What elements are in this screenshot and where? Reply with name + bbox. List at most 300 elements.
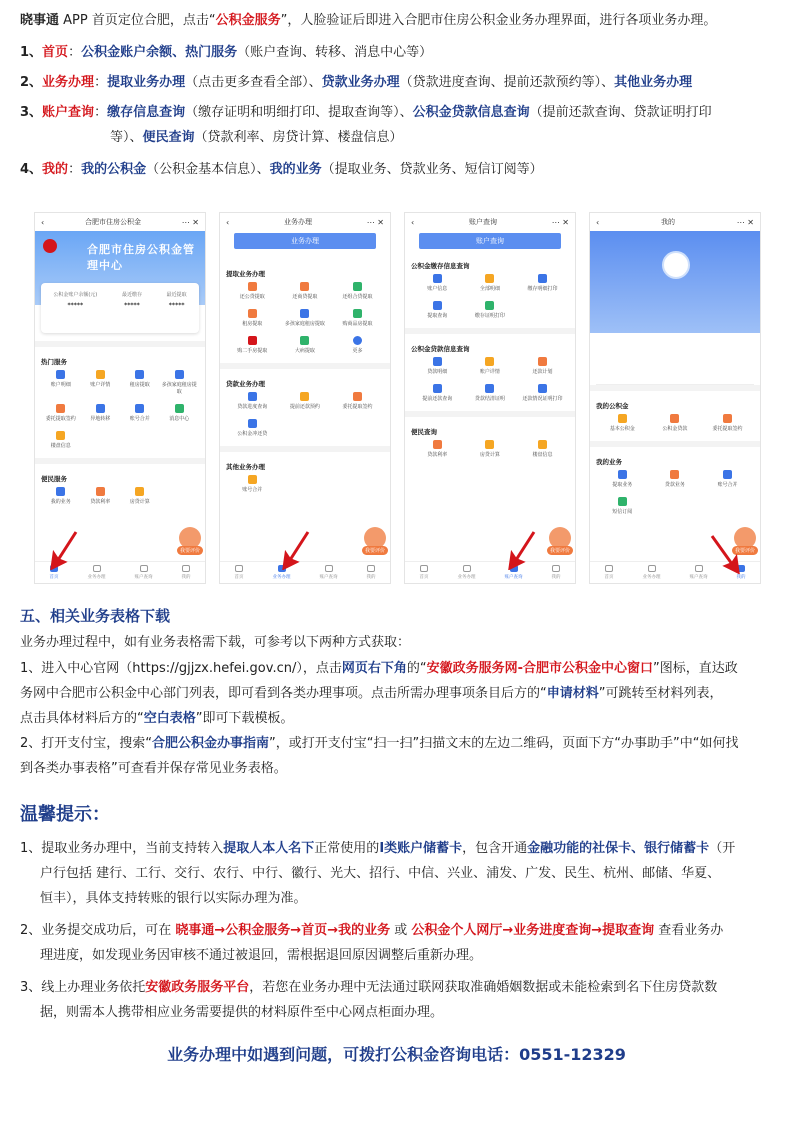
acct-label: 最近提取 (166, 292, 187, 298)
item-num: 2、 (20, 75, 43, 90)
method-1-line2 (20, 681, 780, 706)
section-title: 其他业务办理 (226, 463, 265, 471)
service-icon (485, 440, 494, 449)
back-icon[interactable]: ‹ (596, 217, 600, 227)
item-colon: ： (94, 105, 108, 120)
svc-item[interactable] (516, 384, 569, 403)
user-icon (367, 565, 375, 572)
service-icon (433, 384, 442, 393)
app-name: 晓事通 (20, 13, 60, 28)
back-icon[interactable]: ‹ (226, 217, 230, 227)
tip-highlight: 提取人本人名下 (223, 841, 315, 856)
nav-label: 业务办理 (87, 575, 106, 580)
nav-mine[interactable] (182, 565, 191, 580)
phone-title: 我的 (660, 218, 675, 226)
nav-home[interactable] (420, 565, 429, 580)
gap (590, 441, 760, 447)
my-gjj-section (590, 397, 760, 441)
svc-item[interactable] (120, 370, 160, 396)
svc-item[interactable] (464, 274, 517, 293)
item-desc: （缴存证明和明细打印、提取查询等）、 (185, 105, 413, 120)
method-2-line2: 到各类办事表格”可查看并保存常见业务表格。 (20, 761, 287, 776)
service-icon (175, 404, 184, 413)
section-title: 公积金缴存信息查询 (411, 262, 470, 270)
svc-item[interactable] (226, 336, 279, 355)
svc-label: 账户明细 (50, 382, 71, 388)
svc-item[interactable] (41, 487, 81, 506)
svc-label: 楼盘信息 (50, 443, 71, 449)
service-icon (300, 392, 309, 401)
evaluate-label: 我要评价 (547, 546, 573, 555)
service-icon (248, 475, 257, 484)
svc-item[interactable] (464, 440, 517, 459)
tip-1 (20, 836, 780, 861)
service-icon (670, 414, 679, 423)
loan-section (220, 375, 390, 446)
svc-label: 贷款明细 (427, 369, 448, 375)
service-icon (96, 404, 105, 413)
red-arrow-icon (710, 534, 740, 574)
service-icon (538, 440, 547, 449)
svc-item[interactable] (279, 336, 332, 355)
gap (405, 411, 575, 417)
svc-item[interactable] (596, 414, 649, 433)
phone-title: 业务办理 (283, 218, 312, 226)
item-key: 账户查询 (42, 105, 95, 120)
account-card[interactable] (41, 283, 199, 333)
svc-item[interactable] (411, 301, 464, 320)
svc-item[interactable] (41, 370, 81, 396)
intro-gjj: 公积金服务 (215, 13, 281, 28)
service-icon (485, 384, 494, 393)
svc-item[interactable] (120, 487, 160, 506)
phone-title-bar (405, 213, 575, 231)
svc-label: 房贷计算 (129, 499, 150, 505)
svc-label: 账户信息 (427, 286, 448, 292)
acct-value: ***** (168, 302, 185, 309)
acct-deposit (122, 291, 142, 333)
home-icon (420, 565, 428, 572)
intro-text-a: APP 首页定位合肥，点击“ (59, 13, 216, 28)
nav-mine[interactable] (552, 565, 561, 580)
evaluate-label: 我要评价 (362, 546, 388, 555)
method-highlight: 安徽政务服务网-合肥市公积金中心窗口 (426, 661, 654, 676)
item-highlight: 我的公积金 (81, 162, 147, 177)
svc-label: 还商贷提取 (292, 294, 318, 300)
nav-mine[interactable] (367, 565, 376, 580)
svc-item[interactable] (649, 470, 702, 489)
nav-label: 首页 (49, 575, 59, 580)
service-icon (670, 470, 679, 479)
svc-label: 还组合贷提取 (342, 294, 373, 300)
business-icon (93, 565, 101, 572)
item-key: 我的 (42, 162, 69, 177)
section-title: 热门服务 (41, 358, 67, 366)
deposit-query-section (405, 257, 575, 328)
svc-item[interactable] (81, 370, 121, 396)
nav-label: 账户查询 (689, 575, 708, 580)
nav-query[interactable] (690, 565, 708, 580)
item-3 (20, 100, 780, 125)
method-highlight: 网页右下角 (341, 661, 407, 676)
my-business-section (590, 453, 760, 524)
svc-item[interactable] (226, 309, 279, 328)
svc-item[interactable] (279, 309, 332, 328)
item-desc: （点击更多查看全部）、 (185, 75, 322, 90)
service-icon (96, 370, 105, 379)
tip-text: 查看业务办 (654, 923, 724, 938)
svc-item[interactable] (226, 475, 279, 494)
service-icon (248, 419, 257, 428)
svc-label: 短信订阅 (612, 509, 633, 515)
page-header: 业务办理 (234, 233, 376, 249)
tip-highlight: I类账户储蓄卡 (379, 841, 463, 856)
loan-query-section (405, 340, 575, 411)
gap (35, 458, 205, 464)
svc-label: 贷款进度查询 (237, 404, 268, 410)
svc-label: 提取查询 (427, 313, 448, 319)
tip-text: 1、提取业务办理中，当前支持转入 (20, 841, 224, 856)
tip-highlight: 晓事通→公积金服务→首页→我的业务 (175, 923, 391, 938)
section-title: 便民服务 (41, 475, 67, 483)
item-key: 首页 (42, 45, 69, 60)
svc-label: 贷款利率 (427, 452, 448, 458)
user-icon (552, 565, 560, 572)
svc-item[interactable] (649, 414, 702, 433)
phone-query (404, 212, 576, 584)
service-icon (618, 414, 627, 423)
method-text: ”，或打开支付宝“扫一扫”扫描文末的左边二维码，页面下方“办事助手”中“如何找 (269, 736, 739, 751)
item-colon: ： (68, 45, 82, 60)
method-text: 1、进入中心官网（https://gjjzx.hefei.gov.cn/），点击 (20, 661, 342, 676)
service-icon (723, 470, 732, 479)
section-title: 便民查询 (411, 428, 437, 436)
item-highlight: 缴存信息查询 (107, 105, 186, 120)
page-header: 账户查询 (419, 233, 561, 249)
svc-item[interactable] (464, 301, 517, 320)
item-desc: （贷款进度查询、提前还款预约等）、 (399, 75, 615, 90)
service-icon (56, 431, 65, 440)
item-highlight: 公积金贷款信息查询 (412, 105, 530, 120)
svc-item[interactable] (41, 431, 81, 450)
phone-title-bar (220, 213, 390, 231)
red-arrow-icon (508, 530, 538, 570)
service-icon (618, 470, 627, 479)
nav-label: 我的 (181, 575, 191, 580)
item-1 (20, 40, 432, 65)
nav-label: 业务办理 (457, 575, 476, 580)
nav-business[interactable] (643, 565, 661, 580)
service-icon (433, 440, 442, 449)
item-highlight: 便民查询 (142, 130, 195, 145)
section-title: 提取业务办理 (226, 270, 265, 278)
tip-2 (20, 918, 780, 943)
svc-label: 提取业务 (612, 482, 633, 488)
svc-label: 全部明细 (479, 286, 500, 292)
svc-label: 更多 (352, 348, 363, 354)
item-desc: 等）、 (110, 130, 143, 145)
svc-label: 账号合并 (242, 487, 263, 493)
service-icon (353, 309, 362, 318)
acct-withdraw (167, 291, 187, 333)
svc-label: 购二手房提取 (237, 348, 268, 354)
tip-text: 2、业务提交成功后，可在 (20, 923, 176, 938)
intro-text-b: ”，人脸验证后即进入合肥市住房公积金业务办理界面，进行各项业务办理。 (280, 13, 717, 28)
svc-label: 贷款利率 (90, 499, 111, 505)
more-close-icons[interactable]: ⋯ ✕ (181, 217, 199, 227)
other-section (220, 458, 390, 502)
svc-item[interactable] (516, 357, 569, 376)
item-key: 业务办理 (42, 75, 95, 90)
service-icon (300, 309, 309, 318)
svc-label: 缴存证明打印 (474, 313, 505, 319)
banner-title: 合肥市住房公积金管理中心 (87, 243, 195, 272)
service-icon (485, 357, 494, 366)
service-icon (538, 384, 547, 393)
method-text: 点击具体材料后方的“ (20, 711, 144, 726)
item-highlight: 公积金账户余额、热门服务 (81, 45, 238, 60)
svc-label: 租房提取 (242, 321, 263, 327)
nav-label: 业务办理 (272, 575, 291, 580)
svc-item[interactable] (411, 440, 464, 459)
nav-query[interactable] (320, 565, 338, 580)
home-banner (35, 231, 205, 309)
service-icon (618, 497, 627, 506)
item-num: 3、 (20, 105, 43, 120)
tip-highlight: 公积金个人网厅→业务进度查询→提取查询 (411, 923, 655, 938)
logo-icon (43, 239, 57, 253)
avatar[interactable] (662, 251, 690, 279)
service-icon (433, 357, 442, 366)
service-icon (723, 414, 732, 423)
nav-business[interactable] (458, 565, 476, 580)
item-desc: （公积金基本信息）、 (146, 162, 270, 177)
service-icon (175, 370, 184, 379)
tip-3 (20, 975, 780, 1000)
svc-label: 还公贷提取 (239, 294, 265, 300)
svc-item[interactable] (160, 404, 200, 423)
nav-query[interactable] (135, 565, 153, 580)
service-icon (485, 301, 494, 310)
acct-label: 公积金账户余额(元) (53, 292, 98, 298)
nav-home[interactable] (235, 565, 244, 580)
service-icon (300, 336, 309, 345)
footer-hotline: 业务办理中如遇到问题，可拨打公积金咨询电话：0551-12329 (167, 1045, 626, 1064)
service-icon (248, 392, 257, 401)
phone-mine (589, 212, 761, 584)
svc-item[interactable] (120, 404, 160, 423)
item-colon: ： (94, 75, 108, 90)
service-icon (248, 336, 257, 345)
svc-item[interactable] (331, 309, 384, 328)
item-desc: （提取业务、贷款业务、短信订阅等） (321, 162, 543, 177)
item-highlight: 我的业务 (269, 162, 322, 177)
phone-title-bar (590, 213, 760, 231)
service-icon (300, 282, 309, 291)
service-icon (485, 274, 494, 283)
tip-highlight: 金融功能的社保卡、银行储蓄卡 (527, 841, 710, 856)
svc-label: 房贷计算 (479, 452, 500, 458)
tip-text: 或 (390, 923, 412, 938)
service-icon (248, 309, 257, 318)
svc-label: 贷款结清证明 (474, 396, 505, 402)
nav-business[interactable] (88, 565, 106, 580)
svc-item[interactable] (331, 282, 384, 301)
service-icon (538, 274, 547, 283)
svc-item[interactable] (516, 440, 569, 459)
profile-card (596, 333, 754, 385)
svc-item[interactable] (411, 384, 464, 403)
nav-label: 首页 (419, 575, 429, 580)
svc-item[interactable] (516, 274, 569, 293)
method-text: ”图标，直达政 (653, 661, 738, 676)
home-icon (235, 565, 243, 572)
svc-label: 缴存明细打印 (527, 286, 558, 292)
back-icon[interactable]: ‹ (411, 217, 415, 227)
business-icon (463, 565, 471, 572)
nav-home[interactable] (605, 565, 614, 580)
svc-item[interactable] (81, 404, 121, 423)
more-close-icons[interactable]: ⋯ ✕ (366, 217, 384, 227)
svc-label: 账号合并 (717, 482, 738, 488)
intro-line (20, 8, 716, 33)
item-desc: （贷款利率、房贷计算、楼盘信息） (194, 130, 403, 145)
convenience-services (35, 470, 205, 514)
service-icon (96, 487, 105, 496)
svc-item[interactable] (226, 419, 279, 438)
svc-label: 公积金冲还贷 (237, 431, 268, 437)
query-icon (140, 565, 148, 572)
back-icon[interactable]: ‹ (41, 217, 45, 227)
svc-label: 购商品房提取 (342, 321, 373, 327)
svc-label: 委托提取签约 (45, 416, 76, 422)
tips-title: 温馨提示： (20, 804, 110, 825)
svc-label: 账户详情 (479, 369, 500, 375)
tip-text: 3、线上办理业务依托 (20, 980, 146, 995)
method-2 (20, 731, 780, 756)
tip-text: （开 (709, 841, 736, 856)
user-icon (182, 565, 190, 572)
svc-item[interactable] (226, 392, 279, 411)
method-text: ”即可下载模板。 (195, 711, 294, 726)
section-5-lead: 业务办理过程中，如有业务表格需下载，可参考以下两种方式获取： (20, 635, 411, 650)
query-icon (695, 565, 703, 572)
nav-label: 账户查询 (319, 575, 338, 580)
item-highlight: 其他业务办理 (614, 75, 693, 90)
tip-2-line2: 理进度，如发现业务因审核不通过被退回，需根据退回原因调整后重新办理。 (40, 948, 483, 963)
item-highlight: 贷款业务办理 (321, 75, 400, 90)
svc-label: 基本公积金 (609, 426, 635, 432)
nav-label: 我的 (736, 575, 746, 580)
svc-label: 异地转移 (90, 416, 111, 422)
item-desc: （账户查询、转移、消息中心等） (237, 45, 433, 60)
svc-item[interactable] (41, 404, 81, 423)
tip-1-line2: 户行包括 建行、工行、交行、农行、中行、徽行、光大、招行、中信、兴业、浦发、广发、民生、杭州、邮储、华夏、 (40, 866, 721, 881)
section-title: 公积金贷款信息查询 (411, 345, 470, 353)
phone-business (219, 212, 391, 584)
service-icon (538, 357, 547, 366)
item-num: 4、 (20, 162, 43, 177)
svc-item[interactable] (411, 274, 464, 293)
acct-value: ***** (67, 302, 84, 309)
method-text: 2、打开支付宝，搜索“ (20, 736, 153, 751)
tip-highlight: 安徽政务服务平台 (145, 980, 250, 995)
tip-3-line2: 据，则需本人携带相应业务需要提供的材料原件至中心网点柜面办理。 (40, 1005, 444, 1020)
svc-label: 多孩家庭租房提取 (161, 382, 197, 395)
item-4 (20, 157, 543, 182)
svc-label: 账号合并 (129, 416, 150, 422)
method-1-line3 (20, 706, 294, 731)
acct-value: ***** (124, 302, 140, 309)
svc-item[interactable] (226, 282, 279, 301)
svc-item[interactable] (331, 392, 384, 411)
gap (220, 446, 390, 452)
profile-header (590, 231, 760, 333)
svc-item[interactable] (411, 357, 464, 376)
more-close-icons[interactable]: ⋯ ✕ (551, 217, 569, 227)
svc-item[interactable] (279, 392, 332, 411)
service-icon (248, 282, 257, 291)
svc-item[interactable] (596, 497, 649, 516)
acct-label: 最近缴存 (121, 292, 142, 298)
svc-label: 多孩家庭租房提取 (284, 321, 325, 327)
method-highlight: 申请材料 (546, 686, 599, 701)
nav-label: 我的 (551, 575, 561, 580)
svc-item[interactable] (464, 357, 517, 376)
svc-item[interactable] (160, 370, 200, 396)
gap (35, 341, 205, 347)
service-icon (135, 370, 144, 379)
nav-label: 首页 (234, 575, 244, 580)
service-icon (135, 404, 144, 413)
service-icon (56, 404, 65, 413)
more-close-icons[interactable]: ⋯ ✕ (736, 217, 754, 227)
svc-label: 还款情况证明打印 (522, 396, 563, 402)
service-icon (353, 392, 362, 401)
phone-title: 账户查询 (468, 218, 497, 226)
red-arrow-icon (282, 530, 312, 570)
nav-label: 我的 (366, 575, 376, 580)
section-title: 我的业务 (596, 458, 622, 466)
svc-item[interactable] (701, 414, 754, 433)
service-icon (433, 274, 442, 283)
svc-item[interactable] (331, 336, 384, 355)
svc-item[interactable] (279, 282, 332, 301)
service-icon (353, 282, 362, 291)
bottom-nav (405, 561, 575, 583)
tip-text: 正常使用的 (314, 841, 380, 856)
service-icon (433, 301, 442, 310)
withdraw-section (220, 265, 390, 363)
svc-label: 公积金贷款 (662, 426, 688, 432)
method-1 (20, 656, 780, 681)
item-num: 1、 (20, 45, 43, 60)
svc-label: 消息中心 (169, 416, 190, 422)
evaluate-label: 我要评价 (177, 546, 203, 555)
home-icon (605, 565, 613, 572)
svc-label: 楼盘信息 (532, 452, 553, 458)
svc-item[interactable] (81, 487, 121, 506)
svc-item[interactable] (464, 384, 517, 403)
convenience-query-section (405, 423, 575, 467)
svc-label: 提前还款查询 (422, 396, 453, 402)
method-text: 务网中合肥市公积金中心部门列表，即可看到各类办理事项。点击所需办理事项条目后方的“ (20, 686, 547, 701)
svc-item[interactable] (701, 470, 754, 489)
phone-home (34, 212, 206, 584)
svc-item[interactable] (596, 470, 649, 489)
more-icon (353, 336, 362, 345)
nav-label: 账户查询 (134, 575, 153, 580)
